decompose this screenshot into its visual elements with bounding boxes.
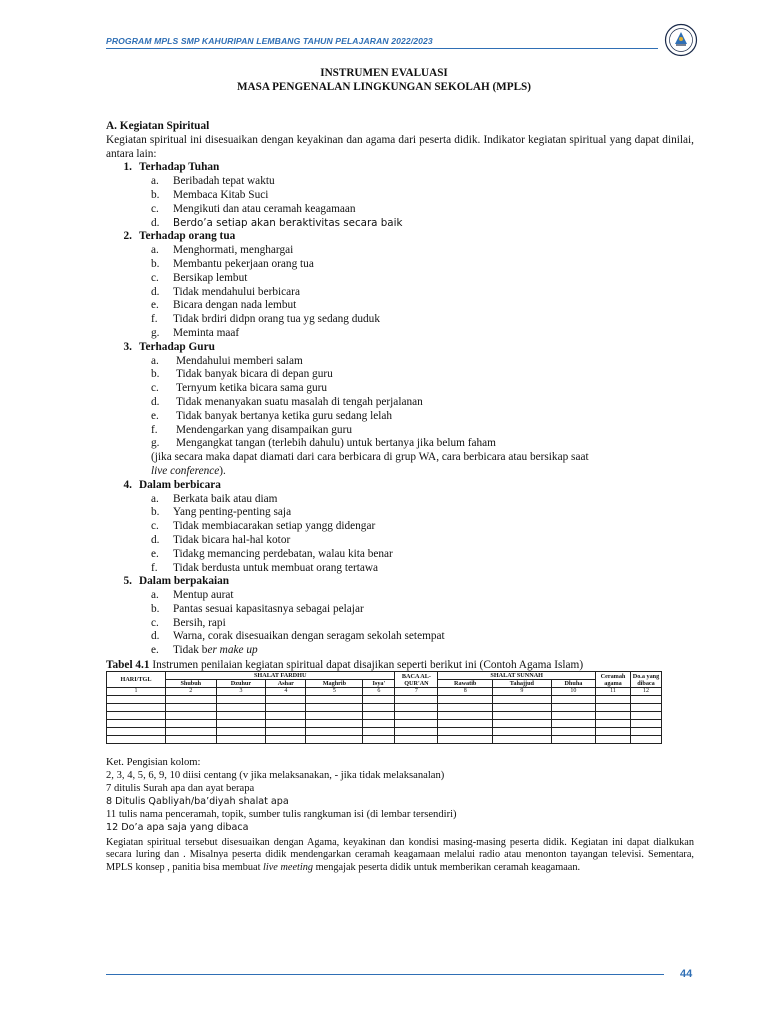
group-number: 2. <box>123 230 132 243</box>
table-cell[interactable] <box>216 696 266 704</box>
list-item-text: Ternyum ketika bicara sama guru <box>176 382 328 395</box>
list-item-text: Membaca Kitab Suci <box>173 188 269 201</box>
col-number: 2 <box>166 688 217 696</box>
col-sunnah: Dhuha <box>551 680 595 688</box>
indicator-groups <box>106 161 694 658</box>
list-item-letter: c. <box>151 271 159 284</box>
table-cell[interactable] <box>216 736 266 744</box>
table-cell[interactable] <box>216 704 266 712</box>
list-item <box>106 272 694 286</box>
doc-title-line1: INSTRUMEN EVALUASI <box>320 67 448 79</box>
closing-text-end: mengajak peserta didik untuk memberikan ceramah keagamaan. <box>313 861 581 873</box>
col-hari: HARI/TGL <box>107 672 166 688</box>
table-cell[interactable] <box>266 728 306 736</box>
col-baca: BACA AL-QUR'AN <box>395 672 438 688</box>
table-cell[interactable] <box>395 728 438 736</box>
list-item-text: Yang penting-penting saja <box>173 506 292 519</box>
col-fardhu: Ashar <box>266 680 306 688</box>
list-item-text: Tidak bicara hal-hal kotor <box>173 533 291 546</box>
col-number: 7 <box>395 688 438 696</box>
doc-title-line2: MASA PENGENALAN LINGKUNGAN SEKOLAH (MPLS) <box>236 81 531 93</box>
list-item-text: Tidak banyak bicara di depan guru <box>176 368 333 381</box>
list-item-text: Mendahului memberi salam <box>176 354 303 367</box>
table-row <box>107 720 662 728</box>
table-cell[interactable] <box>395 704 438 712</box>
table-cell[interactable] <box>306 728 363 736</box>
table-cell[interactable] <box>306 720 363 728</box>
list-item <box>106 355 694 369</box>
list-item <box>106 548 694 562</box>
table-cell[interactable] <box>438 720 493 728</box>
table-cell[interactable] <box>596 720 631 728</box>
list-item <box>106 630 694 644</box>
list-item-text: Tidak mendahului berbicara <box>173 285 300 298</box>
table-cell[interactable] <box>266 712 306 720</box>
list-item-letter: d. <box>151 285 160 298</box>
list-item <box>106 396 694 410</box>
list-item-letter: a. <box>151 244 159 257</box>
table-cell[interactable] <box>306 704 363 712</box>
list-item <box>106 424 694 438</box>
table-cell[interactable] <box>107 728 166 736</box>
list-item-italic: er make up <box>207 644 258 657</box>
table-cell[interactable] <box>107 696 166 704</box>
ket-line: 11 tulis nama penceramah, topik, sumber tulis rangkuman isi (di lembar tersendiri) <box>106 808 457 820</box>
col-ceramah: Ceramah agama <box>596 672 631 688</box>
list-item-text: Mengangkat tangan (terlebih dahulu) untuk bertanya jika belum faham <box>176 437 496 450</box>
list-item-text: Berdo’a setiap akan beraktivitas secara baik <box>173 216 403 229</box>
list-item-text: Tidakg memancing perdebatan, walau kita benar <box>173 547 393 560</box>
table-cell[interactable] <box>363 704 395 712</box>
list-item <box>106 313 694 327</box>
list-item-letter: c. <box>151 616 159 629</box>
table-cell[interactable] <box>492 720 551 728</box>
ket-line: 8 Ditulis Qabliyah/ba’diyah shalat apa <box>106 795 289 807</box>
table-cell[interactable] <box>438 696 493 704</box>
table-cell[interactable] <box>631 704 662 712</box>
col-number: 1 <box>107 688 166 696</box>
group-note <box>106 451 694 479</box>
table-cell[interactable] <box>166 720 217 728</box>
table-cell[interactable] <box>216 728 266 736</box>
list-item <box>106 244 694 258</box>
table-caption-label: Tabel 4.1 <box>106 659 150 672</box>
table-cell[interactable] <box>266 704 306 712</box>
col-fardhu: Shubuh <box>166 680 217 688</box>
list-item-letter: c. <box>151 520 159 533</box>
col-number: 5 <box>306 688 363 696</box>
list-item <box>106 562 694 576</box>
col-number: 9 <box>492 688 551 696</box>
col-fardhu: Maghrib <box>306 680 363 688</box>
ket-line: 12 Do’a apa saja yang dibaca <box>106 821 249 833</box>
list-item-text: Bicara dengan nada lembut <box>173 299 297 312</box>
table-cell[interactable] <box>551 720 595 728</box>
table-cell[interactable] <box>438 736 493 744</box>
table-cell[interactable] <box>596 728 631 736</box>
group-heading <box>106 341 694 355</box>
col-number: 8 <box>438 688 493 696</box>
group-title: Dalam berbicara <box>139 478 221 491</box>
group-heading <box>106 479 694 493</box>
col-number: 6 <box>363 688 395 696</box>
table-cell[interactable] <box>395 696 438 704</box>
table-cell[interactable] <box>166 728 217 736</box>
list-item-letter: b. <box>151 368 160 381</box>
table-row <box>107 736 662 744</box>
list-item-letter: c. <box>151 382 159 395</box>
table-cell[interactable] <box>166 704 217 712</box>
table-cell[interactable] <box>363 696 395 704</box>
table-row <box>107 704 662 712</box>
col-sunnah: Rawatib <box>438 680 493 688</box>
list-item <box>106 603 694 617</box>
table-cell[interactable] <box>551 696 595 704</box>
col-fardhu: Dzuhur <box>216 680 266 688</box>
table-cell[interactable] <box>596 712 631 720</box>
group-heading <box>106 161 694 175</box>
group-number: 5. <box>123 575 132 588</box>
table-cell[interactable] <box>631 712 662 720</box>
group-note-end: ). <box>219 464 226 477</box>
list-item <box>106 493 694 507</box>
list-item <box>106 506 694 520</box>
list-item-letter: f. <box>151 561 158 574</box>
list-item-text: Tidak banyak bertanya ketika guru sedang lelah <box>176 409 393 422</box>
group-title: Dalam berpakaian <box>139 575 230 588</box>
list-item-letter: e. <box>151 644 159 657</box>
col-number: 12 <box>631 688 662 696</box>
col-doa: Do.a yang dibaca <box>631 672 662 688</box>
table-cell[interactable] <box>395 712 438 720</box>
school-emblem-icon <box>664 23 698 57</box>
table-cell[interactable] <box>266 720 306 728</box>
group-heading <box>106 230 694 244</box>
table-cell[interactable] <box>363 728 395 736</box>
list-item-letter: e. <box>151 547 159 560</box>
list-item-letter: a. <box>151 354 159 367</box>
group-title: Terhadap orang tua <box>139 230 236 243</box>
list-item-letter: d. <box>151 630 160 643</box>
col-number: 11 <box>596 688 631 696</box>
list-item-letter: c. <box>151 202 159 215</box>
group-title: Terhadap Tuhan <box>139 161 220 174</box>
table-cell[interactable] <box>306 712 363 720</box>
col-fardhu: Isya' <box>363 680 395 688</box>
list-item <box>106 299 694 313</box>
list-item <box>106 327 694 341</box>
list-item <box>106 520 694 534</box>
list-item <box>106 437 694 451</box>
group-sunnah: SHALAT SUNNAH <box>438 672 596 680</box>
list-item <box>106 410 694 424</box>
section-intro: Kegiatan spiritual ini disesuaikan dengan keyakinan dan agama dari peserta didik. Indikator kegiatan spiritual yang dapat dinilai, antara lain: <box>106 133 694 160</box>
group-number: 4. <box>123 478 132 491</box>
table-cell[interactable] <box>363 720 395 728</box>
table-cell[interactable] <box>492 696 551 704</box>
list-item <box>106 644 694 658</box>
table-cell[interactable] <box>492 704 551 712</box>
list-item-text: Pantas sesuai kapasitasnya sebagai pelajar <box>173 602 364 615</box>
list-item-text: Mendengarkan yang disampaikan guru <box>176 423 352 436</box>
list-item-letter: b. <box>151 188 160 201</box>
table-cell[interactable] <box>107 704 166 712</box>
closing-italic: live meeting <box>263 861 314 873</box>
table-row <box>107 728 662 736</box>
list-item-text: Beribadah tepat waktu <box>173 175 275 188</box>
list-item-text: Bersikap lembut <box>173 271 248 284</box>
list-item-text: Tidak brdiri didpn orang tua yg sedang duduk <box>173 313 380 326</box>
table-cell[interactable] <box>551 704 595 712</box>
table-cell[interactable] <box>306 696 363 704</box>
list-item-text: Mengikuti dan atau ceramah keagamaan <box>173 202 356 215</box>
list-item-text: Berkata baik atau diam <box>173 492 278 505</box>
table-row <box>107 712 662 720</box>
col-sunnah: Tahajjud <box>492 680 551 688</box>
list-item <box>106 617 694 631</box>
ket-line: Ket. Pengisian kolom: <box>106 757 201 768</box>
group-fardhu: SHALAT FARDHU <box>166 672 395 680</box>
list-item-letter: g. <box>151 326 160 339</box>
list-item-text: Mentup aurat <box>173 589 234 602</box>
table-cell[interactable] <box>438 712 493 720</box>
list-item-letter: d. <box>151 395 160 408</box>
table-cell[interactable] <box>306 736 363 744</box>
list-item-text: Tidak b <box>173 644 208 657</box>
table-cell[interactable] <box>216 720 266 728</box>
list-item-letter: a. <box>151 492 159 505</box>
table-cell[interactable] <box>492 728 551 736</box>
list-item <box>106 589 694 603</box>
list-item-letter: b. <box>151 602 160 615</box>
list-item-text: Bersih, rapi <box>173 616 226 629</box>
list-item-letter: a. <box>151 589 159 602</box>
ket-line: 2, 3, 4, 5, 6, 9, 10 diisi centang (v jika melaksanakan, - jika tidak melaksanalan) <box>106 769 445 781</box>
table-cell[interactable] <box>107 736 166 744</box>
table-cell[interactable] <box>266 696 306 704</box>
table-cell[interactable] <box>107 712 166 720</box>
table-cell[interactable] <box>395 720 438 728</box>
list-item-letter: b. <box>151 506 160 519</box>
footer-divider <box>106 974 664 975</box>
section-heading: A. Kegiatan Spiritual <box>106 120 210 132</box>
list-item-letter: b. <box>151 257 160 270</box>
table-caption-text: Instrumen penilaian kegiatan spiritual dapat disajikan seperti berikut ini (Contoh Agama Islam) <box>149 659 584 672</box>
group-number: 1. <box>123 161 132 174</box>
table-cell[interactable] <box>216 712 266 720</box>
list-item <box>106 382 694 396</box>
list-item-letter: f. <box>151 423 158 436</box>
table-cell[interactable] <box>596 736 631 744</box>
table-cell[interactable] <box>596 704 631 712</box>
list-item-text: Tidak menanyakan suatu masalah di tengah perjalanan <box>176 395 423 408</box>
table-cell[interactable] <box>166 712 217 720</box>
table-cell[interactable] <box>631 736 662 744</box>
table-cell[interactable] <box>631 720 662 728</box>
list-item-letter: g. <box>151 437 160 450</box>
table-cell[interactable] <box>107 720 166 728</box>
list-item <box>106 189 694 203</box>
table-row <box>107 696 662 704</box>
table-cell[interactable] <box>395 736 438 744</box>
evaluation-table <box>106 671 662 744</box>
list-item-text: Menghormati, menghargai <box>173 244 294 257</box>
list-item <box>106 175 694 189</box>
list-item-letter: a. <box>151 175 159 188</box>
ket-line: 7 ditulis Surah apa dan ayat berapa <box>106 782 255 794</box>
list-item-letter: d. <box>151 216 160 229</box>
header-program-text: PROGRAM MPLS SMP KAHURIPAN LEMBANG TAHUN PELAJARAN 2022/2023 <box>106 36 433 46</box>
group-note-text: (jika secara maka dapat diamati dari cara berbicara di grup WA, cara berbicara atau bersikap saat <box>151 451 589 464</box>
table-cell[interactable] <box>551 728 595 736</box>
group-title: Terhadap Guru <box>139 340 215 353</box>
table-cell[interactable] <box>492 736 551 744</box>
closing-paragraph <box>106 837 694 874</box>
list-item-text: Membantu pekerjaan orang tua <box>173 257 314 270</box>
table-cell[interactable] <box>492 712 551 720</box>
table-cell[interactable] <box>631 696 662 704</box>
table-cell[interactable] <box>596 696 631 704</box>
group-heading <box>106 575 694 589</box>
list-item-text: Warna, corak disesuaikan dengan seragam sekolah setempat <box>173 630 445 643</box>
table-cell[interactable] <box>551 736 595 744</box>
list-item-letter: f. <box>151 313 158 326</box>
group-number: 3. <box>123 340 132 353</box>
table-cell[interactable] <box>166 696 217 704</box>
table-cell[interactable] <box>631 728 662 736</box>
list-item <box>106 217 694 231</box>
list-item <box>106 534 694 548</box>
section-content <box>106 120 694 673</box>
list-item <box>106 286 694 300</box>
list-item-letter: d. <box>151 533 160 546</box>
ket-notes <box>106 757 696 834</box>
list-item <box>106 368 694 382</box>
header-divider <box>106 48 658 49</box>
table-cell[interactable] <box>363 712 395 720</box>
table-cell[interactable] <box>166 736 217 744</box>
list-item <box>106 203 694 217</box>
list-item <box>106 258 694 272</box>
group-note-italic: live conference <box>151 464 220 477</box>
col-number: 4 <box>266 688 306 696</box>
table-cell[interactable] <box>438 728 493 736</box>
list-item-text: Tidak membiacarakan setiap yangg didengar <box>173 520 376 533</box>
list-item-letter: e. <box>151 299 159 312</box>
table-cell[interactable] <box>438 704 493 712</box>
col-number: 3 <box>216 688 266 696</box>
list-item-text: Meminta maaf <box>173 326 240 339</box>
list-item-letter: e. <box>151 409 159 422</box>
table-cell[interactable] <box>266 736 306 744</box>
list-item-text: Tidak berdusta untuk membuat orang tertawa <box>173 561 379 574</box>
closing-text: Kegiatan spiritual tersebut disesuaikan dengan Agama, keyakinan dan kondisi masing-masing peserta didik. Kegiatan ini dapat dialkukan secara luring dan . Misalnya peserta didik mendengarkan ceramah keagamaan melalui radio atau menonton tayangan televisi. Sementara, MPLS konsep , panitia bisa membuat <box>106 837 694 873</box>
page-number: 44 <box>680 968 693 980</box>
table-cell[interactable] <box>551 712 595 720</box>
table-cell[interactable] <box>363 736 395 744</box>
col-number: 10 <box>551 688 595 696</box>
